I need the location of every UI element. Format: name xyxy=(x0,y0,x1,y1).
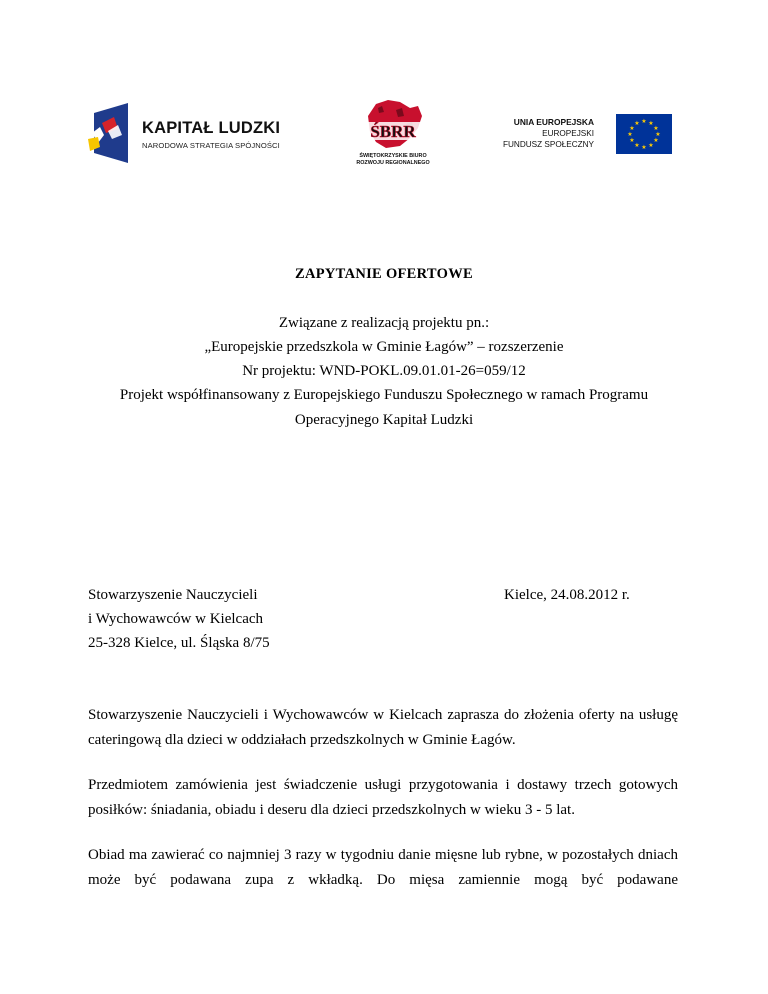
place-date: Kielce, 24.08.2012 r. xyxy=(504,587,630,603)
sbrr-region-map-icon xyxy=(348,98,438,152)
svg-text:★: ★ xyxy=(653,137,659,144)
svg-text:★: ★ xyxy=(648,120,654,127)
intro-line: Operacyjnego Kapitał Ludzki xyxy=(294,412,474,428)
sender-line: Stowarzyszenie Nauczycieli xyxy=(88,587,258,603)
kapital-ludzki-logo xyxy=(88,103,298,165)
svg-text:★: ★ xyxy=(641,118,647,125)
sbrr-logo xyxy=(348,98,438,170)
svg-text:★: ★ xyxy=(634,142,640,149)
svg-text:★: ★ xyxy=(627,131,633,138)
svg-text:★: ★ xyxy=(648,142,654,149)
svg-text:★: ★ xyxy=(641,144,647,151)
ue-line2: EUROPEJSKI xyxy=(542,129,594,138)
sbrr-mark-text: ŚBRR xyxy=(370,122,416,141)
svg-text:★: ★ xyxy=(634,120,640,127)
sender-line: 25-328 Kielce, ul. Śląska 8/75 xyxy=(88,635,270,651)
svg-text:★: ★ xyxy=(629,125,635,132)
intro-line: Nr projektu: WND-POKL.09.01.01-26=059/12 xyxy=(242,363,526,379)
unia-europejska-logo xyxy=(500,112,672,158)
sbrr-caption-line1: ŚWIĘTOKRZYSKIE BIURO xyxy=(359,153,427,159)
body-paragraph: Przedmiotem zamówienia jest świadczenie usługi przygotowania i dostawy trzech gotowych posiłków: śniadania, obiadu i deseru dla dzieci przedszkolnych w wieku 3 - 5 lat. xyxy=(88,777,678,818)
sender-line: i Wychowawców w Kielcach xyxy=(88,611,264,627)
intro-line: Projekt współfinansowany z Europejskiego Funduszu Społecznego w ramach Programu xyxy=(119,387,649,403)
svg-text:★: ★ xyxy=(653,125,659,132)
intro-line: Związane z realizacją projektu pn.: xyxy=(278,315,490,331)
svg-text:★: ★ xyxy=(655,131,661,138)
document-title: ZAPYTANIE OFERTOWE xyxy=(295,266,473,282)
kapital-ludzki-subtitle: NARODOWA STRATEGIA SPÓJNOŚCI xyxy=(142,141,280,150)
eu-flag-icon xyxy=(616,114,672,154)
ue-line3: FUNDUSZ SPOŁECZNY xyxy=(503,140,594,149)
intro-line: „Europejskie przedszkola w Gminie Łagów” – rozszerzenie xyxy=(204,339,564,355)
body-paragraph: Obiad ma zawierać co najmniej 3 razy w tygodniu danie mięsne lub rybne, w pozostałych dniach może być podawana zupa z wkładką. Do mięsa zamiennie mogą być podawane xyxy=(88,847,678,888)
kapital-ludzki-title: KAPITAŁ LUDZKI xyxy=(142,119,281,137)
body-paragraph: Stowarzyszenie Nauczycieli i Wychowawców w Kielcach zaprasza do złożenia oferty na usługę cateringową dla dzieci w oddziałach przedszkolnych w Gminie Łagów. xyxy=(88,707,678,748)
svg-text:★: ★ xyxy=(629,137,635,144)
ue-line1: UNIA EUROPEJSKA xyxy=(513,117,594,127)
kapital-ludzki-emblem-icon xyxy=(88,103,130,163)
sbrr-caption-line2: ROZWOJU REGIONALNEGO xyxy=(356,160,430,166)
